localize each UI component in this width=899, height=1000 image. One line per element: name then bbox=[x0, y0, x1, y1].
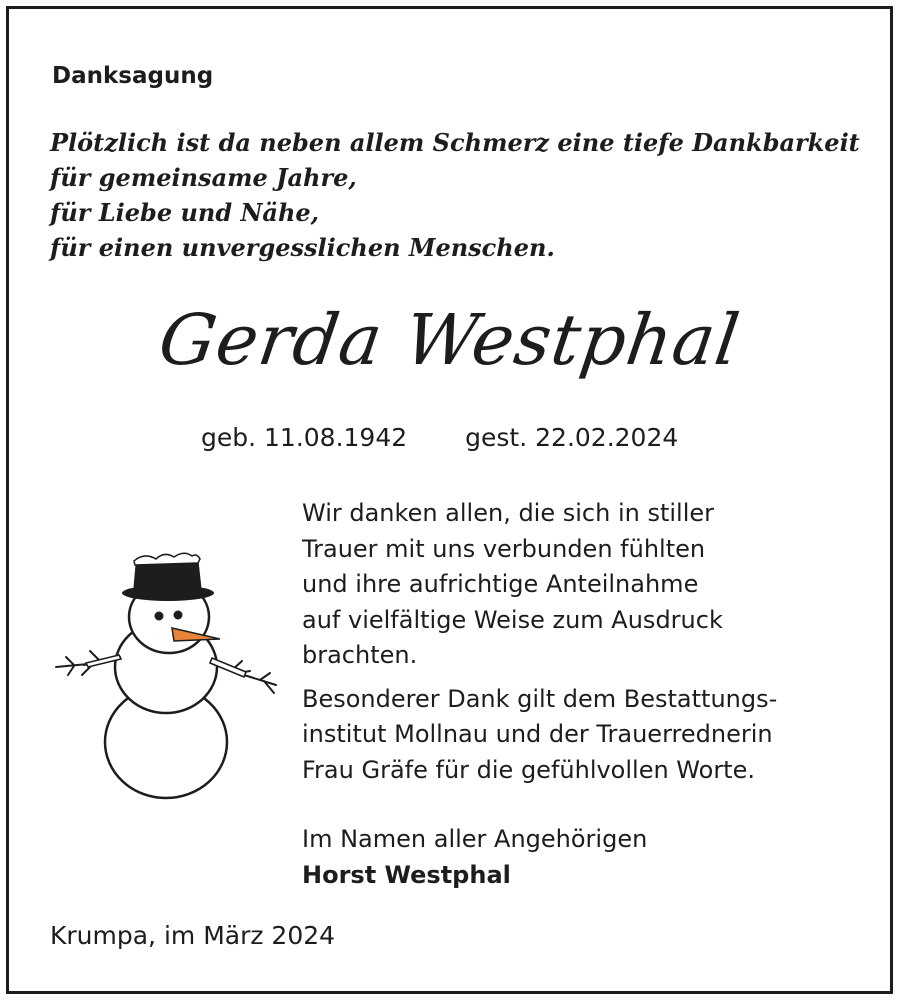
text-line: Besonderer Dank gilt dem Bestattungs- bbox=[302, 684, 778, 713]
death-date: gest. 22.02.2024 bbox=[465, 423, 679, 452]
text-line: institut Mollnau und der Trauerrednerin bbox=[302, 720, 773, 748]
signature-block bbox=[302, 821, 647, 893]
verse-line: Plötzlich ist da neben allem Schmerz eine tiefe Dankbarkeit bbox=[50, 128, 860, 157]
text-line: Wir danken allen, die sich in stiller bbox=[302, 499, 715, 527]
verse-line: für Liebe und Nähe, bbox=[50, 198, 320, 227]
thanks-text bbox=[302, 496, 862, 788]
heading: Danksagung bbox=[52, 63, 214, 89]
obituary-card bbox=[6, 6, 893, 994]
birth-date: geb. 11.08.1942 bbox=[201, 423, 408, 452]
text-line: Trauer mit uns verbunden fühlten bbox=[302, 534, 706, 563]
snowman-icon bbox=[44, 537, 284, 802]
text-line: Frau Gräfe für die gefühlvollen Worte. bbox=[302, 755, 755, 784]
text-line: und ihre aufrichtige Anteilnahme bbox=[302, 570, 699, 598]
signature-prefix: Im Namen aller Angehörigen bbox=[302, 825, 648, 853]
text-line: auf vielfältige Weise zum Ausdruck bbox=[302, 605, 723, 634]
verse bbox=[50, 125, 860, 265]
verse-line: für gemeinsame Jahre, bbox=[50, 163, 357, 192]
life-dates bbox=[201, 423, 678, 452]
place-date: Krumpa, im März 2024 bbox=[50, 921, 336, 950]
special-thanks-paragraph bbox=[302, 682, 862, 789]
thanks-paragraph bbox=[302, 496, 862, 674]
signer-name: Horst Westphal bbox=[302, 861, 511, 889]
verse-line: für einen unvergesslichen Menschen. bbox=[50, 233, 555, 262]
text-line: brachten. bbox=[302, 641, 418, 669]
deceased-name: Gerda Westphal bbox=[154, 299, 745, 381]
